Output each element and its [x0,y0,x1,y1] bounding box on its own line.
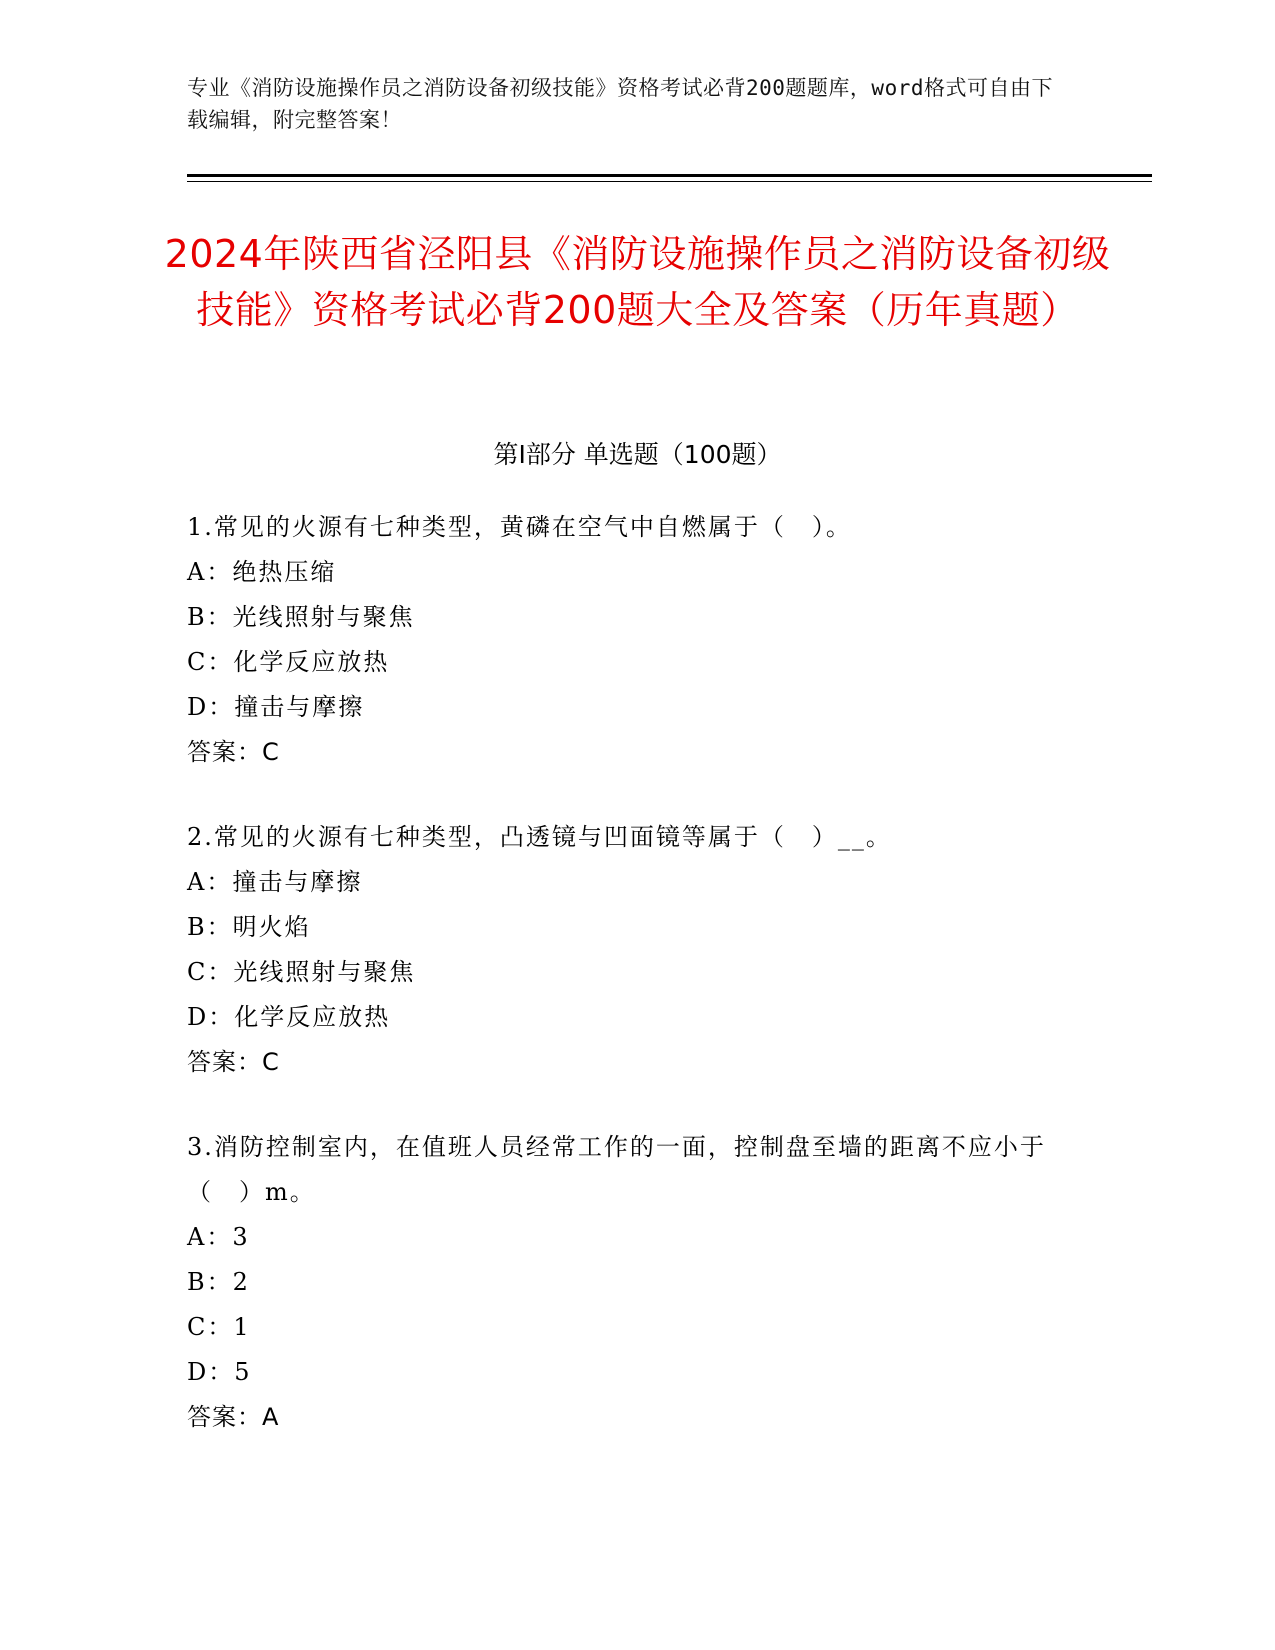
question-stem: 3.消防控制室内，在值班人员经常工作的一面，控制盘至墙的距离不应小于（ ）m。 [187,1133,1046,1206]
question-2 [187,815,1067,1085]
option-a: A：绝热压缩 [187,558,337,586]
option-d: D：化学反应放热 [187,1003,391,1031]
option-b: B：2 [187,1268,250,1296]
answer: 答案：A [187,1403,280,1431]
option-c: C：光线照射与聚焦 [187,958,416,986]
option-d: D：撞击与摩擦 [187,693,365,721]
document-title: 2024年陕西省泾阳县《消防设施操作员之消防设备初级技能》资格考试必背200题大全及答案（历年真题） [164,232,1111,332]
header-note: 专业《消防设施操作员之消防设备初级技能》资格考试必背200题题库，word格式可自由下载编辑，附完整答案！ [187,76,1053,132]
option-b: B：明火焰 [187,913,311,941]
answer: 答案：C [187,1048,280,1076]
option-d: D：5 [187,1358,252,1386]
header-divider-thick [187,174,1152,177]
option-b: B：光线照射与聚焦 [187,603,415,631]
option-a: A：撞击与摩擦 [187,868,363,896]
option-c: C：化学反应放热 [187,648,390,676]
section-title: 第I部分 单选题（100题） [493,440,782,469]
question-3 [187,1125,1067,1440]
option-a: A：3 [187,1223,250,1251]
question-stem: 1.常见的火源有七种类型，黄磷在空气中自燃属于（ ）。 [187,513,852,541]
question-1 [187,505,1067,775]
option-c: C：1 [187,1313,251,1341]
answer: 答案：C [187,738,280,766]
question-stem: 2.常见的火源有七种类型，凸透镜与凹面镜等属于（ ）__。 [187,823,892,851]
header-divider-thin [187,181,1152,182]
